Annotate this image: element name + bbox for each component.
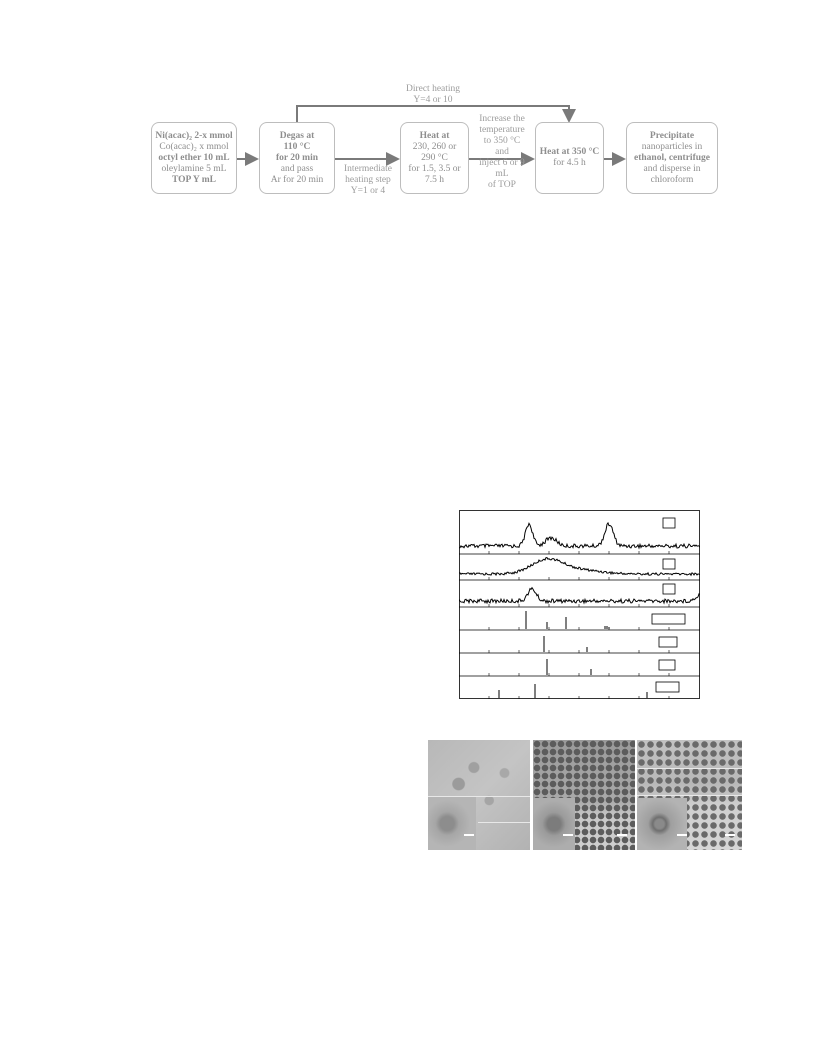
tem-inset-b	[533, 798, 575, 850]
legend-box-e	[659, 637, 677, 647]
scale-bar	[677, 834, 687, 836]
degas-box: Degas at 110 °C for 20 min and pass Ar for 20 min	[259, 122, 335, 194]
heat-350-box: Heat at 350 °C for 4.5 h	[535, 122, 604, 194]
inset-border	[637, 768, 742, 769]
direct-heating-label: Direct heating Y=4 or 10	[405, 84, 461, 105]
inset-border	[478, 822, 530, 823]
legend-box-d	[652, 614, 685, 624]
tem-image-a	[428, 740, 530, 850]
tem-image-c	[637, 740, 742, 850]
scale-bar	[617, 834, 627, 836]
inset-border	[637, 795, 742, 796]
precursors-box: Ni(acac)₂ 2-x mmol Co(acac)₂ x mmol octyl ether 10 mL oleylamine 5 mL TOP Y mL	[151, 122, 237, 194]
xrd-patterns-figure	[459, 510, 700, 699]
tem-inset-c	[637, 798, 687, 850]
tem-image-b	[533, 740, 635, 850]
legend-box-f	[659, 660, 675, 670]
legend-box-c	[663, 584, 675, 594]
scale-bar	[464, 834, 474, 836]
precipitate-box: Precipitate nanoparticles in ethanol, centrifuge and disperse in chloroform	[626, 122, 718, 194]
scale-bar	[563, 834, 573, 836]
legend-box-b	[663, 559, 675, 569]
tem-inset-a	[428, 797, 476, 850]
scale-bar	[725, 834, 735, 836]
increase-temperature-label: Increase the temperature to 350 °C and inject 6 or 9 mL of TOP	[479, 114, 525, 190]
intermediate-label: Intermediate heating step Y=1 or 4	[343, 164, 392, 196]
heat-intermediate-box: Heat at 230, 260 or 290 °C for 1.5, 3.5 or 7.5 h	[400, 122, 469, 194]
legend-box-g	[656, 682, 679, 692]
legend-box-a	[663, 518, 675, 528]
xrd-reference-sticks	[499, 611, 647, 698]
